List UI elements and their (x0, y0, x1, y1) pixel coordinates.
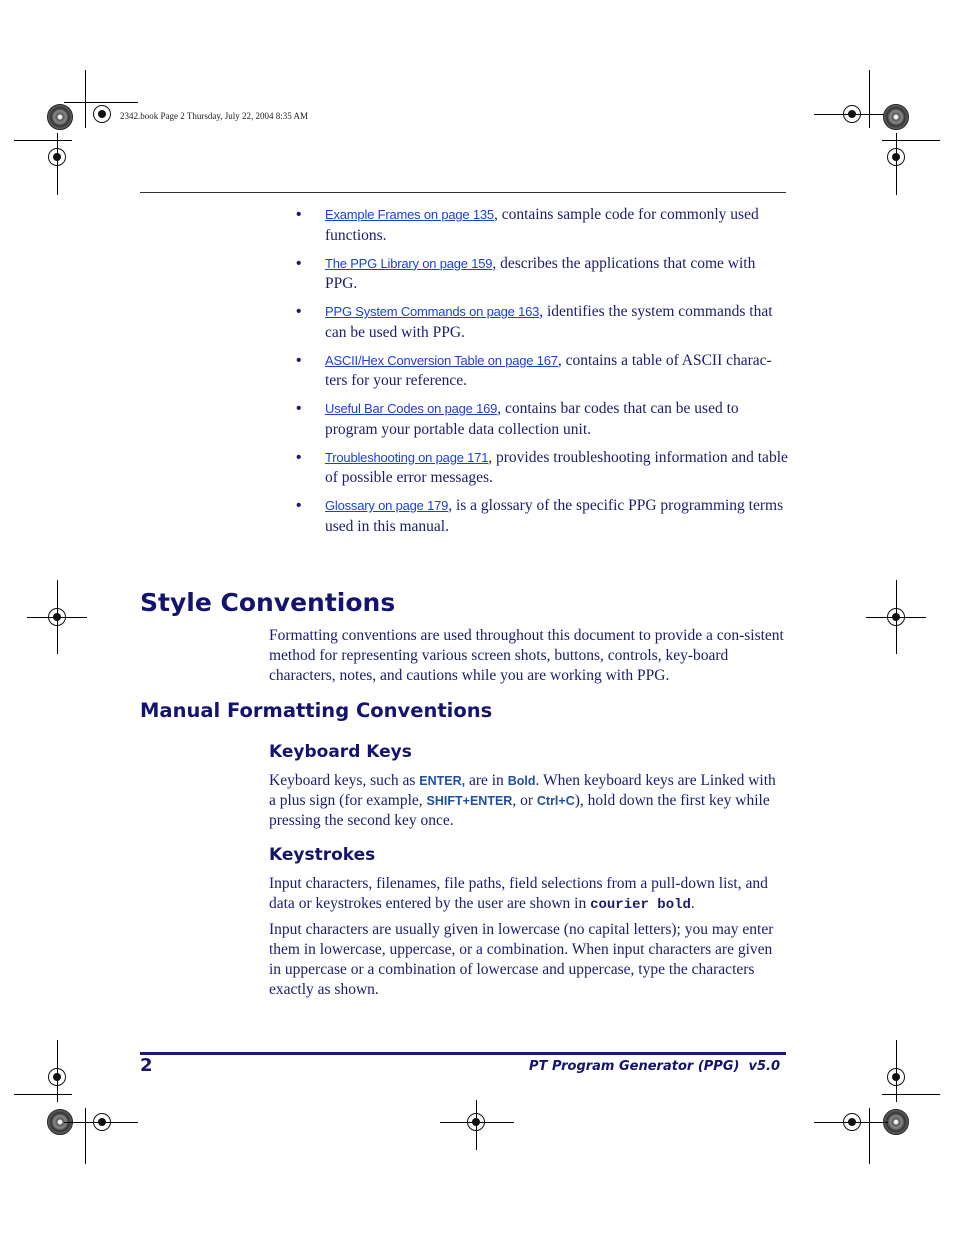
key-example: SHIFT+ENTER (426, 794, 513, 808)
list-item (296, 399, 788, 440)
list-item (296, 351, 788, 392)
cross-reference-link[interactable]: Example Frames on page 135 (325, 207, 494, 222)
list-item-text: , identifies the system commands that can be used with PPG. (325, 303, 773, 341)
list-item (296, 302, 788, 343)
print-slug: 2342.book Page 2 Thursday, July 22, 2004 8:35 AM (120, 111, 308, 121)
list-item-text: , describes the applications that come with PPG. (325, 254, 756, 292)
list-item-text: , is a glossary of the specific PPG programming terms used in this manual. (325, 497, 784, 535)
bullet-icon: • (296, 206, 302, 223)
footer-title: PT Program Generator (PPG) v5.0 (529, 1059, 780, 1074)
cross-reference-link[interactable]: ASCII/Hex Conversion Table on page 167 (325, 352, 558, 368)
section-heading-manual-formatting: Manual Formatting Conventions (140, 699, 493, 722)
body-text: . When keyboard keys are Linked with a plus sign (for example, (269, 772, 776, 809)
cross-reference-link[interactable]: PPG System Commands on page 163 (325, 304, 540, 319)
footer-rule (140, 1052, 786, 1055)
list-item (296, 448, 788, 489)
section-heading-style-conventions: Style Conventions (140, 588, 396, 617)
bullet-icon: • (296, 400, 302, 417)
subheading-keyboard-keys: Keyboard Keys (269, 742, 412, 762)
cross-reference-link[interactable]: The PPG Library on page 159 (325, 255, 493, 271)
body-text: . (690, 895, 695, 912)
key-example: Ctrl+C (536, 794, 575, 808)
bullet-icon: • (296, 497, 302, 514)
list-item-text: , contains a table of ASCII charac-ters for your reference. (325, 351, 772, 389)
courier-example: courier bold (590, 897, 691, 913)
bullet-icon: • (296, 351, 302, 369)
header-rule (140, 192, 786, 193)
body-text: Input characters, filenames, file paths, field selections from a pull-down list, and data or keystrokes entered by the user are shown in (269, 875, 768, 912)
key-example: Bold (507, 774, 536, 788)
keyboard-keys-body (269, 771, 785, 831)
keystrokes-body-1 (269, 874, 785, 915)
list-item-text: , provides troubleshooting information and table of possible error messages. (325, 448, 788, 486)
subheading-keystrokes: Keystrokes (269, 845, 376, 865)
list-item (296, 254, 788, 295)
key-example: ENTER, (419, 774, 466, 788)
keystrokes-body-2: Input characters are usually given in lowercase (no capital letters); you may enter them in lowercase, uppercase, or a combination. When input characters are given in uppercase or a combination of lowercase and uppercase, type the characters exactly as shown. (269, 921, 774, 998)
body-text: , or (512, 792, 537, 809)
bullet-icon: • (296, 254, 302, 272)
body-text: are in (465, 772, 508, 789)
style-conventions-body: Formatting conventions are used throughout this document to provide a con-sistent method for representing various screen shots, buttons, controls, key-board characters, notes, and cautions while you are working with PPG. (269, 627, 784, 684)
cross-reference-link[interactable]: Useful Bar Codes on page 169 (325, 401, 498, 416)
bullet-icon: • (296, 448, 302, 466)
chapter-list (296, 205, 788, 545)
list-item (296, 205, 788, 246)
body-text: ), hold down the first key while pressing the second key once. (269, 792, 770, 829)
list-item-text: , contains sample code for commonly used functions. (325, 206, 759, 244)
bullet-icon: • (296, 303, 302, 320)
cross-reference-link[interactable]: Glossary on page 179 (325, 498, 449, 513)
page-number: 2 (140, 1055, 153, 1076)
cross-reference-link[interactable]: Troubleshooting on page 171 (325, 449, 489, 465)
list-item-text: , contains bar codes that can be used to program your portable data collection unit. (325, 400, 739, 438)
list-item (296, 496, 788, 537)
body-text: Keyboard keys, such as (269, 772, 420, 789)
